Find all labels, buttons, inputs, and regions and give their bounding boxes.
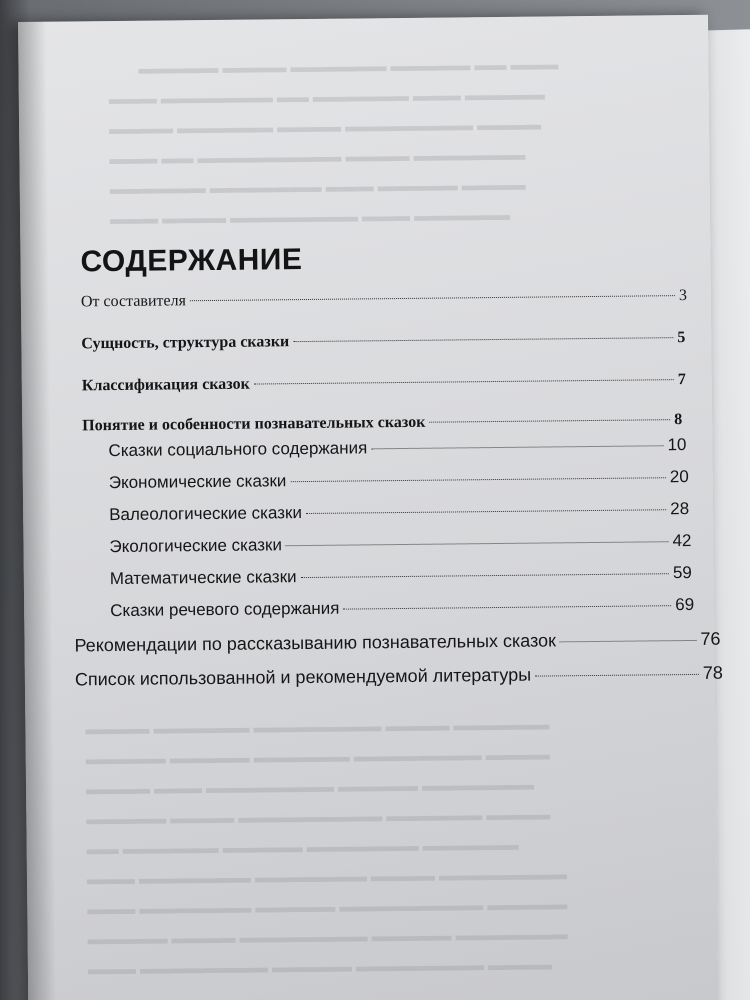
toc-entry-title: Классификация сказок (81, 375, 250, 395)
toc-entry-title: Математические сказки (109, 567, 297, 589)
toc-entry-page: 42 (672, 530, 692, 551)
toc-subentry (110, 595, 694, 621)
toc-entry (74, 629, 720, 657)
toc-subentry (110, 563, 692, 589)
bleed-through-text: ▬▬▬ ▬▬ ▬▬▬▬▬ ▬▬▬▬▬▬ ▬▬▬▬ ▬▬▬▬▬ ▬▬▬▬▬ ▬▬▬ ▬▬▬▬▬▬ ▬▬ ▬▬▬▬▬▬▬ ▬▬▬ ▬▬▬▬ ▬▬▬▬▬▬▬▬ ▬▬▬▬ ▬▬▬▬▬▬ ▬▬▬▬ ▬▬▬▬▬▬▬ ▬▬▬▬ ▬▬▬▬▬▬▬▬▬ ▬▬ ▬▬▬ ▬▬▬▬ ▬▬▬▬▬ ▬▬▬ ▬▬▬▬▬▬▬ ▬▬▬▬▬▬ ▬▬▬▬▬▬ ▬▬▬ ▬▬▬▬▬▬▬▬ ▬▬▬▬ ▬▬▬ ▬▬▬▬▬▬ ▬▬▬▬ ▬▬▬▬▬▬▬▬ ▬▬▬▬▬▬ ▬▬▬▬ ▬▬▬▬ ▬▬▬▬▬▬▬▬ ▬▬▬▬▬▬ ▬▬▬▬▬ ▬▬▬▬▬ ▬▬▬▬▬▬▬ ▬▬▬▬▬ ▬▬▬▬▬▬▬▬ ▬▬▬ ▬▬▬▬ ▬▬▬▬ ▬▬▬▬▬▬ ▬▬▬▬▬▬▬▬▬ ▬▬▬▬ ▬▬▬▬▬ ▬▬▬▬▬▬ ▬▬▬▬▬▬▬ ▬▬▬▬▬ ▬▬▬▬▬▬ ▬▬ ▬▬▬▬▬▬▬▬ ▬▬▬▬ ▬▬▬▬▬▬▬ ▬▬▬▬▬▬▬ ▬▬▬ ▬▬▬▬▬ ▬▬▬▬▬▬▬▬▬ ▬▬▬▬▬ ▬▬▬▬▬▬▬ ▬▬▬ ▬▬▬▬▬▬▬ ▬▬▬▬▬ ▬▬▬▬▬▬▬▬ ▬▬▬▬ ▬▬▬▬▬ ▬▬▬▬ ▬▬▬▬▬▬▬▬ ▬▬▬▬▬ ▬▬▬▬▬▬▬▬ ▬▬▬ (85, 56, 568, 979)
toc-entry-title: От составителя (80, 292, 187, 311)
toc-entry-page: 7 (677, 371, 686, 389)
toc-entry-title: Сказки речевого содержания (110, 598, 340, 621)
toc-entry-page: 69 (675, 594, 695, 615)
toc-entry-title: Валеологические сказки (109, 503, 303, 525)
toc-entry-title: Понятие и особенности познавательных сказок (82, 413, 426, 435)
toc-subentry (108, 435, 686, 461)
toc-entry-title: Экологические сказки (109, 535, 283, 557)
toc-entry-page: 20 (669, 467, 689, 487)
toc-entry-title: Рекомендации по рассказыванию познавательных сказок (74, 630, 557, 656)
dot-leader (429, 419, 670, 423)
dot-leader (371, 445, 663, 449)
toc-entry (82, 411, 682, 435)
dot-leader (254, 379, 674, 384)
dot-leader (343, 605, 671, 609)
dot-leader (306, 509, 666, 514)
dot-leader (286, 541, 669, 546)
dot-leader (293, 337, 673, 342)
toc-entry-page: 8 (674, 411, 683, 429)
toc-entry-page: 5 (677, 329, 686, 347)
dot-leader (535, 674, 699, 677)
toc-entry-page: 10 (667, 435, 687, 455)
toc-entry-title: Сущность, структура сказки (81, 333, 290, 353)
book-page (18, 15, 723, 1000)
toc-entry-page: 28 (670, 498, 690, 519)
toc-entry (81, 329, 685, 353)
toc-entry-page: 59 (672, 562, 692, 583)
toc-entry (81, 287, 687, 311)
dot-leader (560, 640, 697, 642)
dot-leader (290, 477, 666, 482)
toc-entry-page: 78 (702, 662, 723, 683)
toc-entry-title: Сказки социального содержания (108, 438, 368, 461)
toc-subentry (109, 531, 691, 557)
dot-leader (190, 295, 675, 301)
toc-entry-page: 76 (700, 628, 721, 649)
toc-entry-title: Экономические сказки (108, 471, 287, 493)
toc-entry (82, 371, 686, 395)
toc-entry (75, 663, 723, 691)
toc-entry-title: Список использованной и рекомендуемой литературы (74, 664, 532, 690)
contents-heading: СОДЕРЖАНИЕ (80, 243, 303, 279)
toc-entry-page: 3 (678, 287, 687, 305)
toc-subentry (109, 499, 689, 525)
toc-subentry (109, 467, 689, 493)
dot-leader (301, 573, 669, 578)
